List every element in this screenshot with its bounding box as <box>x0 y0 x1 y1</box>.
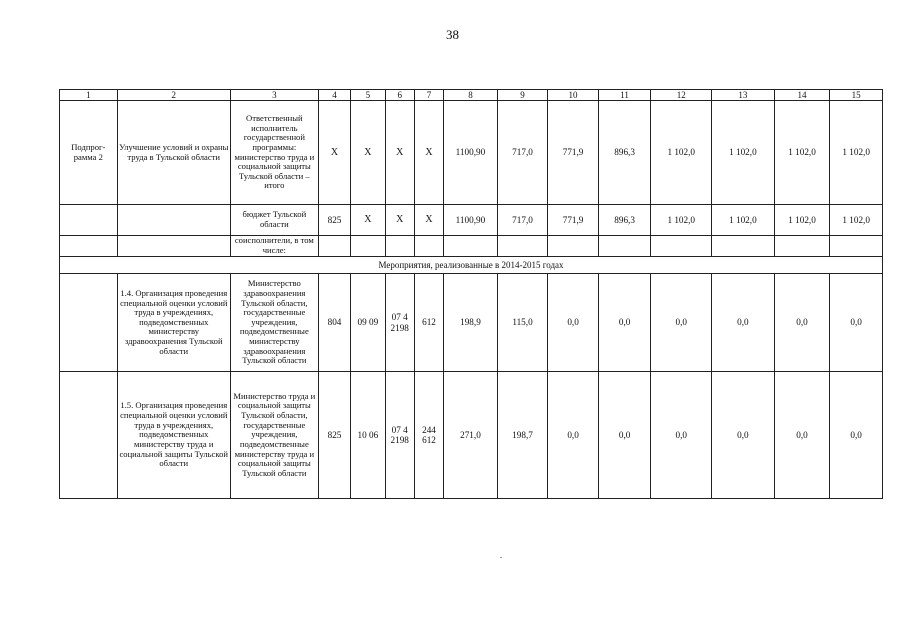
table-cell: 0,0 <box>651 274 712 372</box>
table-cell: 1 102,0 <box>712 101 775 205</box>
table-cell: Ответственный исполнитель государственной программы: министерство труда и социальной защиты Тульской области – итого <box>230 101 318 205</box>
table-cell: X <box>318 101 350 205</box>
table-cell: 1100,90 <box>444 205 498 236</box>
table-cell: Министерство труда и социальной защиты Тульской области, государственные учреждения, подведомственные министерству труда и социальной защиты Тульской области <box>230 372 318 499</box>
table-cell <box>318 236 350 257</box>
table-cell <box>774 236 830 257</box>
table-row <box>60 372 883 499</box>
table-cell: 825 <box>318 205 350 236</box>
table-cell: 1 102,0 <box>830 205 883 236</box>
table-cell: Улучшение условий и охраны труда в Тульской области <box>117 101 230 205</box>
table-cell: Министерство здравоохранения Тульской области, государственные учреждения, подведомственные министерству здравоохранения Тульской области <box>230 274 318 372</box>
table-cell: бюджет Тульской области <box>230 205 318 236</box>
table-row <box>60 236 883 257</box>
table-cell: X <box>351 101 385 205</box>
table-cell: 896,3 <box>598 205 651 236</box>
table-cell <box>651 236 712 257</box>
table-cell: 0,0 <box>598 274 651 372</box>
table-cell: 244 612 <box>414 372 443 499</box>
table-cell: 0,0 <box>712 372 775 499</box>
header-cell: 7 <box>414 90 443 101</box>
table-cell: 1.4. Организация проведения специальной оценки условий труда в учреждениях, подведомственных министерству здравоохранения Тульской области <box>117 274 230 372</box>
table-cell: 771,9 <box>548 101 599 205</box>
table-cell: 1.5. Организация проведения специальной оценки условий труда в учреждениях, подведомственных министерству труда и социальной защиты Тульской области <box>117 372 230 499</box>
table-cell: 1 102,0 <box>830 101 883 205</box>
table-cell: X <box>414 205 443 236</box>
table-cell <box>60 205 118 236</box>
table-row <box>60 205 883 236</box>
table-cell <box>712 236 775 257</box>
table-cell <box>497 236 548 257</box>
table-cell: X <box>414 101 443 205</box>
table-row <box>60 101 883 205</box>
table-cell: 0,0 <box>598 372 651 499</box>
table-cell: 198,9 <box>444 274 498 372</box>
header-cell: 8 <box>444 90 498 101</box>
table-cell: 07 4 2198 <box>385 372 414 499</box>
table-cell: 717,0 <box>497 101 548 205</box>
table-cell <box>385 236 414 257</box>
table-cell <box>60 274 118 372</box>
table-cell: 1 102,0 <box>651 205 712 236</box>
table-cell <box>351 236 385 257</box>
table-cell: соисполнители, в том числе: <box>230 236 318 257</box>
table-cell: 271,0 <box>444 372 498 499</box>
budget-table <box>59 89 883 499</box>
table-cell: 896,3 <box>598 101 651 205</box>
header-cell: 3 <box>230 90 318 101</box>
header-cell: 5 <box>351 90 385 101</box>
table-cell <box>444 236 498 257</box>
scan-speck <box>500 557 502 558</box>
table-cell: 0,0 <box>830 274 883 372</box>
table-cell: 804 <box>318 274 350 372</box>
table-cell: 717,0 <box>497 205 548 236</box>
table-cell <box>117 205 230 236</box>
table-cell <box>60 236 118 257</box>
table-cell: 1100,90 <box>444 101 498 205</box>
page-number: 38 <box>446 27 459 42</box>
table-cell: 825 <box>318 372 350 499</box>
table-cell: 612 <box>414 274 443 372</box>
table-cell: 0,0 <box>830 372 883 499</box>
table-cell: 09 09 <box>351 274 385 372</box>
table-cell <box>548 236 599 257</box>
header-cell: 9 <box>497 90 548 101</box>
header-cell: 15 <box>830 90 883 101</box>
header-cell: 6 <box>385 90 414 101</box>
table-cell: 0,0 <box>774 372 830 499</box>
header-cell: 12 <box>651 90 712 101</box>
table-row <box>60 274 883 372</box>
table-cell: 0,0 <box>548 274 599 372</box>
table-cell <box>598 236 651 257</box>
table-cell: X <box>385 205 414 236</box>
table-cell: Подпрог-рамма 2 <box>60 101 118 205</box>
table-cell: 0,0 <box>651 372 712 499</box>
table-header-row <box>60 90 883 101</box>
header-cell: 1 <box>60 90 118 101</box>
section-title: Мероприятия, реализованные в 2014-2015 годах <box>60 257 883 274</box>
table-cell: 1 102,0 <box>712 205 775 236</box>
table-cell: 198,7 <box>497 372 548 499</box>
table-cell: 0,0 <box>774 274 830 372</box>
table-cell: 1 102,0 <box>651 101 712 205</box>
table-cell: 0,0 <box>548 372 599 499</box>
table-cell: X <box>351 205 385 236</box>
table-cell <box>117 236 230 257</box>
header-cell: 13 <box>712 90 775 101</box>
header-cell: 11 <box>598 90 651 101</box>
table-cell: 10 06 <box>351 372 385 499</box>
header-cell: 4 <box>318 90 350 101</box>
table-cell <box>414 236 443 257</box>
table-cell: 07 4 2198 <box>385 274 414 372</box>
header-cell: 14 <box>774 90 830 101</box>
table-cell: 1 102,0 <box>774 101 830 205</box>
table-cell: 115,0 <box>497 274 548 372</box>
section-row <box>60 257 883 274</box>
header-cell: 10 <box>548 90 599 101</box>
header-cell: 2 <box>117 90 230 101</box>
table-cell: 1 102,0 <box>774 205 830 236</box>
table-cell: 0,0 <box>712 274 775 372</box>
table-cell: 771,9 <box>548 205 599 236</box>
table-cell: X <box>385 101 414 205</box>
table-cell <box>830 236 883 257</box>
table-cell <box>60 372 118 499</box>
